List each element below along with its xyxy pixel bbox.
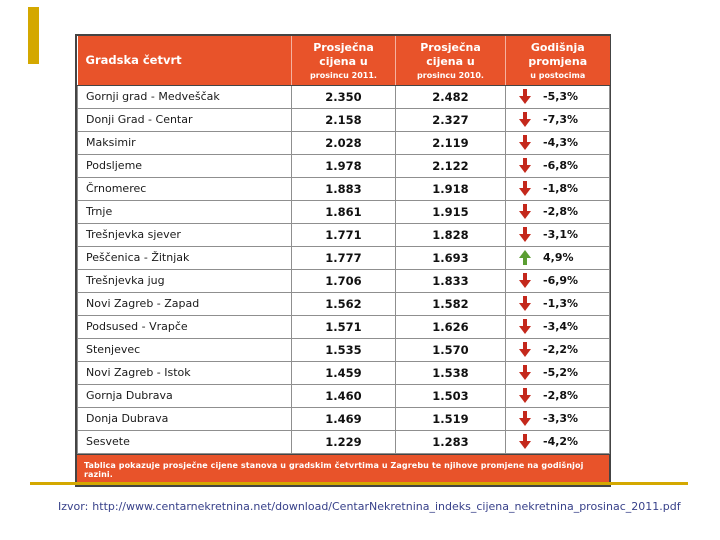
- header-district: [78, 36, 292, 85]
- arrow-down-icon: [519, 411, 531, 426]
- header-price-2011-sub: prosincu 2011.: [310, 70, 377, 80]
- change-cell: [506, 154, 610, 177]
- price-2011-cell: 1.535: [292, 338, 396, 361]
- district-cell: Gornji grad - Medveščak: [78, 85, 292, 108]
- header-price-2010: [396, 36, 506, 85]
- arrow-down-icon: [519, 434, 531, 449]
- change-cell: [506, 223, 610, 246]
- table-row: [78, 269, 610, 292]
- arrow-down-icon: [519, 112, 531, 127]
- price-2010-cell: 1.693: [396, 246, 506, 269]
- header-price-2010-main: Prosječna cijena u: [420, 41, 481, 68]
- change-cell: [506, 361, 610, 384]
- change-percent: -3,1%: [543, 228, 579, 241]
- change-inner: [506, 411, 609, 426]
- price-table: [75, 34, 611, 487]
- price-2010-cell: 1.538: [396, 361, 506, 384]
- table-caption: Tablica pokazuje prosječne cijene stanova u gradskim četvrtima u Zagrebu te njihove promjene na godišnjoj razini.: [77, 454, 609, 485]
- arrow-down-icon: [519, 273, 531, 288]
- district-cell: Novi Zagreb - Istok: [78, 361, 292, 384]
- change-percent: -2,8%: [543, 205, 579, 218]
- change-inner: [506, 181, 609, 196]
- change-cell: [506, 292, 610, 315]
- price-2010-cell: 1.503: [396, 384, 506, 407]
- header-price-2011-main: Prosječna cijena u: [313, 41, 374, 68]
- header-price-2010-sub: prosincu 2010.: [417, 70, 484, 80]
- change-cell: [506, 407, 610, 430]
- arrow-down-icon: [519, 135, 531, 150]
- price-2010-cell: 1.828: [396, 223, 506, 246]
- arrow-down-icon: [519, 365, 531, 380]
- price-2011-cell: 1.978: [292, 154, 396, 177]
- source-label: Izvor:: [58, 500, 89, 513]
- price-2011-cell: 1.706: [292, 269, 396, 292]
- change-cell: [506, 108, 610, 131]
- district-cell: Podsused - Vrapče: [78, 315, 292, 338]
- price-2011-cell: 1.562: [292, 292, 396, 315]
- change-inner: [506, 135, 609, 150]
- price-2011-cell: 1.883: [292, 177, 396, 200]
- change-cell: [506, 269, 610, 292]
- change-inner: [506, 227, 609, 242]
- arrow-down-icon: [519, 158, 531, 173]
- district-cell: Trešnjevka sjever: [78, 223, 292, 246]
- change-inner: [506, 112, 609, 127]
- price-2011-cell: 1.571: [292, 315, 396, 338]
- table-row: [78, 361, 610, 384]
- price-2010-cell: 2.119: [396, 131, 506, 154]
- table-row: [78, 223, 610, 246]
- table-row: [78, 177, 610, 200]
- change-inner: [506, 250, 609, 265]
- price-2010-cell: 2.327: [396, 108, 506, 131]
- change-inner: [506, 158, 609, 173]
- header-change-main: Godišnja promjena: [528, 41, 588, 68]
- table-row: [78, 338, 610, 361]
- change-inner: [506, 388, 609, 403]
- price-2010-cell: 1.626: [396, 315, 506, 338]
- district-cell: Podsljeme: [78, 154, 292, 177]
- price-2011-cell: 1.460: [292, 384, 396, 407]
- table-row: [78, 154, 610, 177]
- change-cell: [506, 315, 610, 338]
- change-cell: [506, 384, 610, 407]
- district-cell: Stenjevec: [78, 338, 292, 361]
- table-row: [78, 108, 610, 131]
- table-row: [78, 200, 610, 223]
- change-inner: [506, 204, 609, 219]
- arrow-down-icon: [519, 181, 531, 196]
- arrow-down-icon: [519, 89, 531, 104]
- price-2011-cell: 1.459: [292, 361, 396, 384]
- change-cell: [506, 177, 610, 200]
- change-percent: -4,2%: [543, 435, 579, 448]
- bottom-divider: [30, 482, 688, 485]
- arrow-down-icon: [519, 342, 531, 357]
- price-2010-cell: 2.122: [396, 154, 506, 177]
- change-percent: -5,2%: [543, 366, 579, 379]
- district-cell: Novi Zagreb - Zapad: [78, 292, 292, 315]
- price-2011-cell: 2.028: [292, 131, 396, 154]
- change-percent: 4,9%: [543, 251, 574, 264]
- price-2011-cell: 2.158: [292, 108, 396, 131]
- change-percent: -3,4%: [543, 320, 579, 333]
- header-change-sub: u postocima: [530, 70, 586, 80]
- change-percent: -1,8%: [543, 182, 579, 195]
- header-row: [78, 36, 610, 85]
- price-2011-cell: 1.469: [292, 407, 396, 430]
- table-row: [78, 246, 610, 269]
- arrow-up-icon: [519, 250, 531, 265]
- price-2010-cell: 2.482: [396, 85, 506, 108]
- change-percent: -6,8%: [543, 159, 579, 172]
- change-inner: [506, 319, 609, 334]
- source-link[interactable]: http://www.centarnekretnina.net/download/CentarNekretnina_indeks_cijena_nekretnina_prosinac_2011.pdf: [92, 500, 681, 513]
- district-cell: Črnomerec: [78, 177, 292, 200]
- accent-bar: [28, 7, 39, 64]
- district-cell: Trnje: [78, 200, 292, 223]
- arrow-down-icon: [519, 204, 531, 219]
- district-cell: Trešnjevka jug: [78, 269, 292, 292]
- price-2010-cell: 1.283: [396, 430, 506, 453]
- source-line: [58, 500, 681, 513]
- district-cell: Donja Dubrava: [78, 407, 292, 430]
- arrow-down-icon: [519, 388, 531, 403]
- change-cell: [506, 85, 610, 108]
- header-price-2011: [292, 36, 396, 85]
- price-2011-cell: 1.777: [292, 246, 396, 269]
- change-inner: [506, 434, 609, 449]
- change-inner: [506, 89, 609, 104]
- change-percent: -6,9%: [543, 274, 579, 287]
- change-cell: [506, 200, 610, 223]
- price-2010-cell: 1.519: [396, 407, 506, 430]
- district-cell: Maksimir: [78, 131, 292, 154]
- price-2011-cell: 2.350: [292, 85, 396, 108]
- price-2010-cell: 1.918: [396, 177, 506, 200]
- price-2010-cell: 1.833: [396, 269, 506, 292]
- table-row: [78, 131, 610, 154]
- change-inner: [506, 342, 609, 357]
- price-2011-cell: 1.229: [292, 430, 396, 453]
- table-row: [78, 430, 610, 453]
- price-2010-cell: 1.582: [396, 292, 506, 315]
- change-percent: -1,3%: [543, 297, 579, 310]
- header-district-label: Gradska četvrt: [85, 53, 182, 68]
- change-percent: -2,8%: [543, 389, 579, 402]
- price-2010-cell: 1.570: [396, 338, 506, 361]
- arrow-down-icon: [519, 296, 531, 311]
- header-change: [506, 36, 610, 85]
- change-percent: -7,3%: [543, 113, 579, 126]
- price-2011-cell: 1.771: [292, 223, 396, 246]
- change-percent: -2,2%: [543, 343, 579, 356]
- district-cell: Gornja Dubrava: [78, 384, 292, 407]
- change-inner: [506, 365, 609, 380]
- change-percent: -4,3%: [543, 136, 579, 149]
- district-cell: Peščenica - Žitnjak: [78, 246, 292, 269]
- table-row: [78, 384, 610, 407]
- table-row: [78, 85, 610, 108]
- change-cell: [506, 246, 610, 269]
- change-inner: [506, 296, 609, 311]
- change-cell: [506, 430, 610, 453]
- arrow-down-icon: [519, 319, 531, 334]
- table-row: [78, 315, 610, 338]
- district-cell: Donji Grad - Centar: [78, 108, 292, 131]
- change-cell: [506, 338, 610, 361]
- change-inner: [506, 273, 609, 288]
- change-percent: -5,3%: [543, 90, 579, 103]
- price-2010-cell: 1.915: [396, 200, 506, 223]
- price-table-grid: [77, 36, 610, 454]
- arrow-down-icon: [519, 227, 531, 242]
- price-2011-cell: 1.861: [292, 200, 396, 223]
- table-body: [78, 85, 610, 453]
- change-percent: -3,3%: [543, 412, 579, 425]
- table-row: [78, 407, 610, 430]
- district-cell: Sesvete: [78, 430, 292, 453]
- change-cell: [506, 131, 610, 154]
- table-row: [78, 292, 610, 315]
